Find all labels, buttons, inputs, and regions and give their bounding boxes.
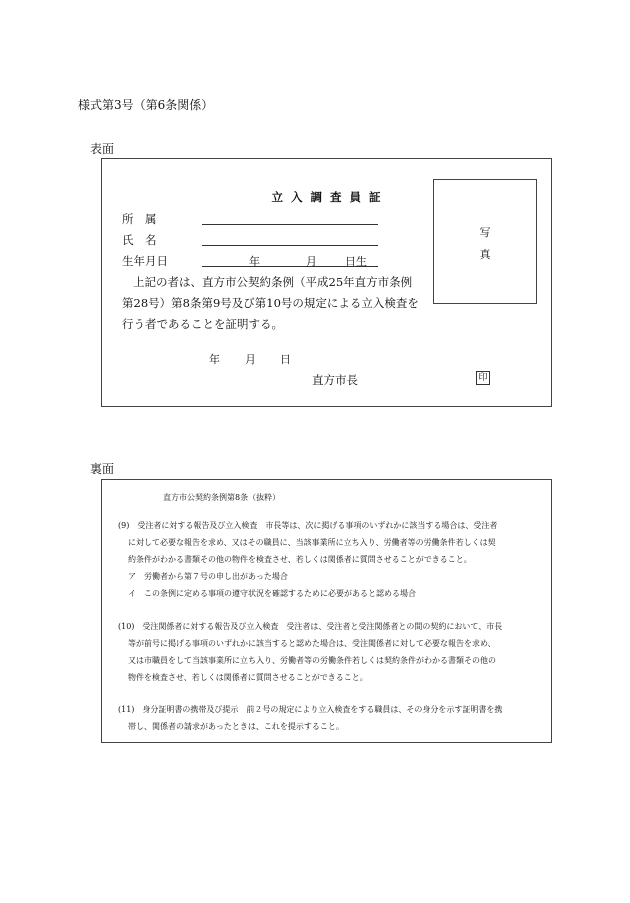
item10-line-4: 物件を検査させ、若しくは関係者に質問させることができること。 (128, 673, 368, 682)
birthdate-label: 生年月日 (122, 254, 168, 268)
card-title: 立入調査員証 (271, 190, 389, 204)
item9-line-2: に対して必要な報告を求め、又はその職員に、当該事業所に立ち入り、労働者等の労働条件若しくは契 (128, 538, 496, 547)
back-section-label: 裏面 (90, 462, 115, 476)
name-label: 氏 名 (122, 233, 157, 247)
item10-line-3: 又は市職員をして当該事業所に立ち入り、労働者等の労働条件若しくは契約条件がわかる書類その他の (128, 656, 496, 665)
item11-line-1: (11) 身分証明書の携帯及び提示 前２号の規定により立入検査をする職員は、その身分を示す証明書を携 (118, 705, 503, 714)
item9-line-5: イ この条例に定める事項の遵守状況を確認するために必要があると認める場合 (128, 589, 416, 598)
item10-line-1: (10) 受注関係者に対する報告及び立入検査 受注者は、受注者と受注関係者との間の契約において、市長 (118, 622, 503, 631)
item9-line-1: (9) 受注者に対する報告及び立入検査 市長等は、次に掲げる事項のいずれかに該当する場合は、受注者 (118, 521, 498, 530)
item11-line-2: 帯し、関係者の請求があったときは、これを提示すること。 (128, 722, 344, 731)
form-title: 様式第3号（第6条関係） (78, 98, 214, 112)
issue-year: 年 (209, 353, 220, 366)
back-heading: 直方市公契約条例第8条（抜粋） (163, 493, 281, 502)
name-line (202, 245, 378, 246)
seal-mark: 印 (476, 371, 490, 385)
issue-day: 日 (280, 353, 291, 366)
birth-year: 年 (249, 255, 260, 268)
item9-line-3: 約条件がわかる書類その他の物件を検査させ、若しくは関係者に質問させることができること。 (128, 555, 472, 564)
issue-month: 月 (245, 353, 256, 366)
photo-char-1: 写 (479, 226, 491, 239)
item10-line-2: 等が前号に掲げる事項のいずれかに該当すると認めた場合は、受注関係者に対して必要な報告を求め、 (128, 639, 496, 648)
birth-day: 日生 (345, 255, 367, 268)
front-card (101, 158, 552, 407)
back-card (101, 479, 552, 743)
affiliation-line (202, 224, 378, 225)
issuer: 直方市長 (312, 373, 358, 387)
front-section-label: 表面 (90, 142, 115, 156)
body-line-2: 第28号）第8条第9号及び第10号の規定による立入検査を (122, 296, 419, 310)
item9-line-4: ア 労働者から第７号の申し出があった場合 (128, 572, 288, 581)
birth-month: 月 (306, 255, 317, 268)
affiliation-label: 所 属 (122, 212, 157, 226)
photo-box (433, 179, 537, 304)
photo-char-2: 真 (479, 248, 491, 261)
body-line-3: 行う者であることを証明する。 (122, 317, 283, 331)
body-line-1: 上記の者は、直方市公契約条例（平成25年直方市条例 (133, 275, 413, 289)
